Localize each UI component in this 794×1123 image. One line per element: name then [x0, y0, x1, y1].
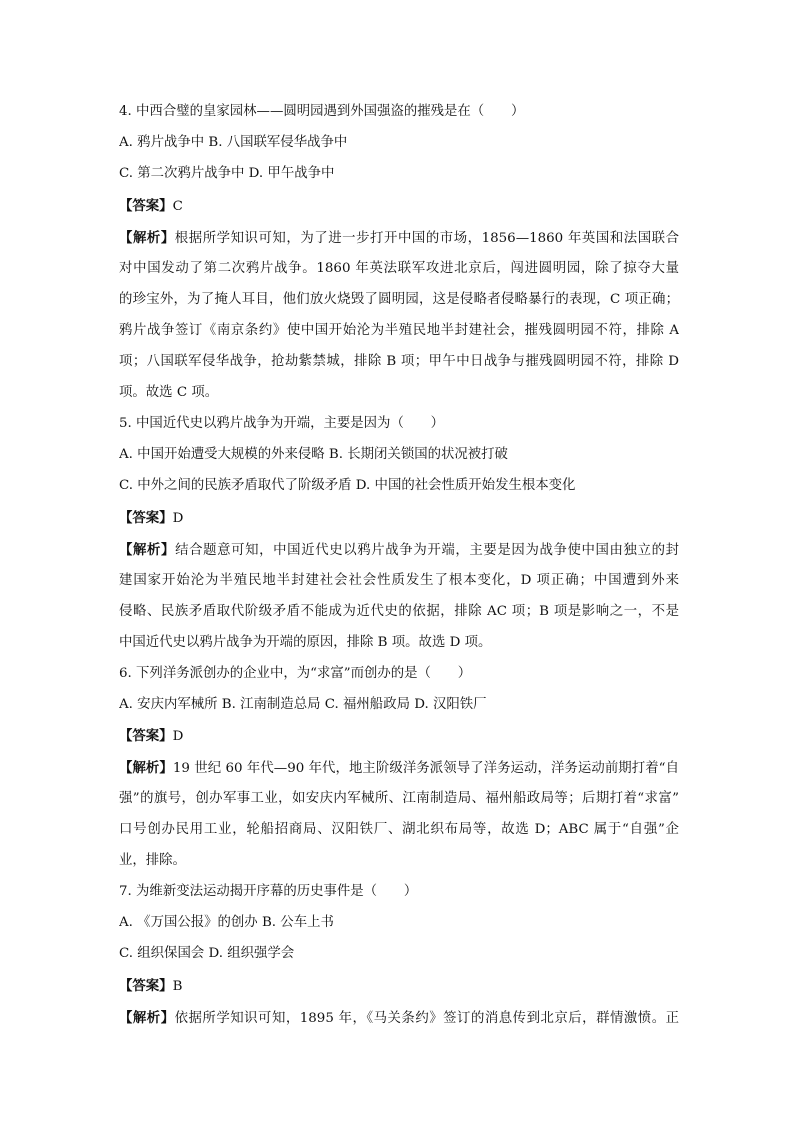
q5-options-row-2: C. 中外之间的民族矛盾取代了阶级矛盾 D. 中国的社会性质开始发生根本变化: [119, 478, 576, 493]
analysis-text: 根据所学知识可知，为了进一步打开中国的市场，1856—1860 年英国和法国联合: [174, 231, 679, 246]
analysis-text: 19 世纪 60 年代—90 年代，地主阶级洋务派领导了洋务运动，洋务运动前期打着“自: [172, 761, 679, 776]
q6-analysis-line-4: 业，排除。: [119, 853, 186, 868]
q7-answer-line: [119, 974, 679, 998]
q5-analysis-line-3: 侵略、民族矛盾取代阶级矛盾不能成为近代史的依据，排除 AC 项；B 项是影响之一，不是: [119, 604, 679, 619]
answer-value: D: [172, 729, 184, 744]
q6-analysis-line-3: 口号创办民用工业，轮船招商局、汉阳铁厂、湖北织布局等，故选 D；ABC 属于“自强”企: [119, 822, 679, 837]
answer-label: 【答案】: [119, 510, 173, 526]
q7-options-row-2: C. 组织保国会 D. 组织强学会: [119, 946, 295, 961]
q4-answer-line: [119, 194, 679, 218]
answer-label: 【答案】: [119, 198, 173, 214]
q4-stem: 4. 中西合璧的皇家园林——圆明园遇到外国强盗的摧残是在（ ）: [119, 104, 525, 119]
q6-answer-line: [119, 724, 679, 748]
q5-analysis-line-2: 建国家开始沦为半殖民地半封建社会社会性质发生了根本变化，D 项正确；中国遭到外来: [119, 573, 679, 588]
analysis-label: 【解析】: [119, 542, 176, 558]
q7-analysis-line-1: [119, 1006, 679, 1030]
q7-options-row-1: A. 《万国公报》的创办 B. 公车上书: [119, 915, 334, 930]
q5-answer-line: [119, 506, 679, 530]
q5-analysis-line-1: [119, 538, 679, 562]
q6-stem: 6. 下列洋务派创办的企业中，为“求富”而创办的是（ ）: [119, 666, 472, 681]
q4-analysis-line-2: 对中国发动了第二次鸦片战争。1860 年英法联军攻进北京后，闯进圆明园，除了掠夺大量: [119, 261, 679, 276]
q4-analysis-line-5: 项；八国联军侵华战争，抢劫紫禁城，排除 B 项；甲午中日战争与摧残圆明园不符，排除 D: [119, 354, 679, 369]
answer-value: C: [172, 199, 183, 214]
analysis-label: 【解析】: [119, 1010, 175, 1026]
q7-stem: 7. 为维新变法运动揭开序幕的历史事件是（ ）: [119, 884, 418, 899]
answer-label: 【答案】: [119, 978, 173, 994]
q4-analysis-line-1: [119, 226, 679, 250]
q4-options-row-2: C. 第二次鸦片战争中 D. 甲午战争中: [119, 166, 335, 181]
answer-value: B: [172, 979, 183, 994]
q4-options-row-1: A. 鸦片战争中 B. 八国联军侵华战争中: [119, 135, 348, 150]
q5-analysis-line-4: 中国近代史以鸦片战争为开端的原因，排除 B 项。故选 D 项。: [119, 635, 492, 650]
q4-analysis-line-4: 鸦片战争签订《南京条约》使中国开始沦为半殖民地半封建社会，摧残圆明园不符，排除 A: [119, 323, 679, 338]
q5-stem: 5. 中国近代史以鸦片战争为开端，主要是因为（ ）: [119, 416, 445, 431]
analysis-label: 【解析】: [119, 760, 173, 776]
q5-options-row-1: A. 中国开始遭受大规模的外来侵略 B. 长期闭关锁国的状况被打破: [119, 447, 508, 462]
analysis-label: 【解析】: [119, 230, 175, 246]
answer-label: 【答案】: [119, 728, 173, 744]
q6-analysis-line-1: [119, 756, 679, 780]
analysis-text: 依据所学知识可知，1895 年，《马关条约》签订的消息传到北京后，群情激愤。正: [174, 1011, 679, 1026]
q6-options-row-1: A. 安庆内军械所 B. 江南制造总局 C. 福州船政局 D. 汉阳铁厂: [119, 697, 487, 712]
q4-analysis-line-6: 项。故选 C 项。: [119, 385, 219, 400]
q6-analysis-line-2: 强”的旗号，创办军事工业，如安庆内军械所、江南制造局、福州船政局等；后期打着“求富”: [119, 791, 679, 806]
answer-value: D: [172, 511, 184, 526]
q4-analysis-line-3: 的珍宝外，为了掩人耳目，他们放火烧毁了圆明园，这是侵略者侵略暴行的表现，C 项正确；: [119, 292, 679, 307]
analysis-text: 结合题意可知，中国近代史以鸦片战争为开端，主要是因为战争使中国由独立的封: [175, 543, 679, 558]
